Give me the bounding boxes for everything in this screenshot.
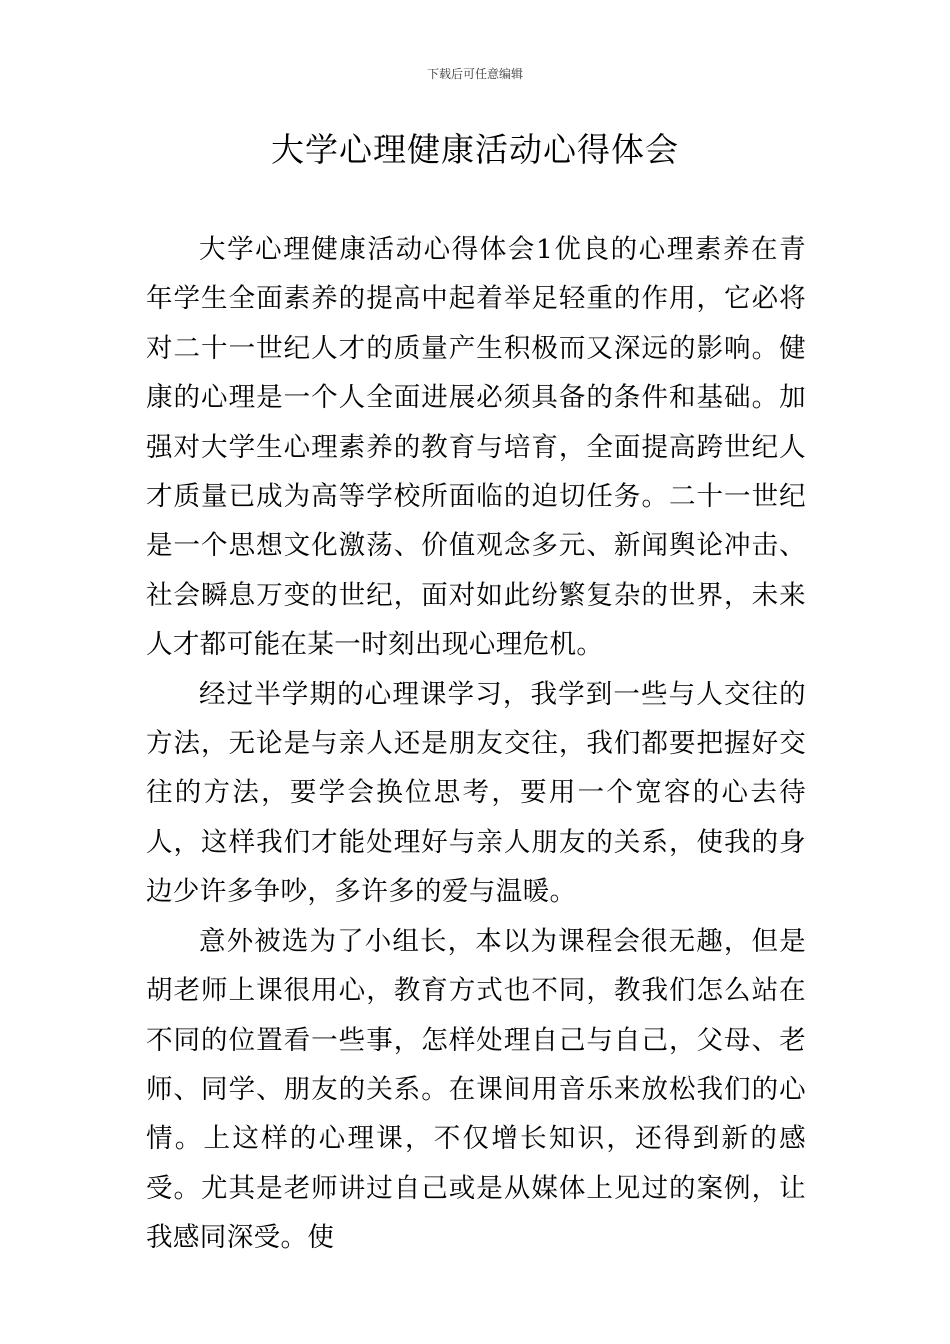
paragraph-2: 经过半学期的心理课学习，我学到一些与人交往的方法，无论是与亲人还是朋友交往，我们都要把握好交往的方法，要学会换位思考，要用一个宽容的心去待人，这样我们才能处理好与亲人朋友的关系，使我的身边少许多争吵，多许多的爱与温暖。 <box>146 678 806 908</box>
document-body <box>146 225 806 1263</box>
document-title: 大学心理健康活动心得体会 <box>271 130 679 169</box>
paragraph-1: 大学心理健康活动心得体会1优良的心理素养在青年学生全面素养的提高中起着举足轻重的作用，它必将对二十一世纪人才的质量产生积极而又深远的影响。健康的心理是一个人全面进展必须具备的条件和基础。加强对大学生心理素养的教育与培育，全面提高跨世纪人才质量已成为高等学校所面临的迫切任务。二十一世纪是一个思想文化激荡、价值观念多元、新闻舆论冲击、社会瞬息万变的世纪，面对如此纷繁复杂的世界，未来人才都可能在某一时刻出现心理危机。 <box>146 234 806 661</box>
paragraph-3: 意外被选为了小组长，本以为课程会很无趣，但是胡老师上课很用心，教育方式也不同，教我们怎么站在不同的位置看一些事，怎样处理自己与自己，父母、老师、同学、朋友的关系。在课间用音乐来放松我们的心情。上这样的心理课，不仅增长知识，还得到新的感受。尤其是老师讲过自己或是从媒体上见过的案例，让我感同深受。使 <box>146 925 806 1254</box>
header-note: 下载后可任意编辑 <box>426 67 523 81</box>
